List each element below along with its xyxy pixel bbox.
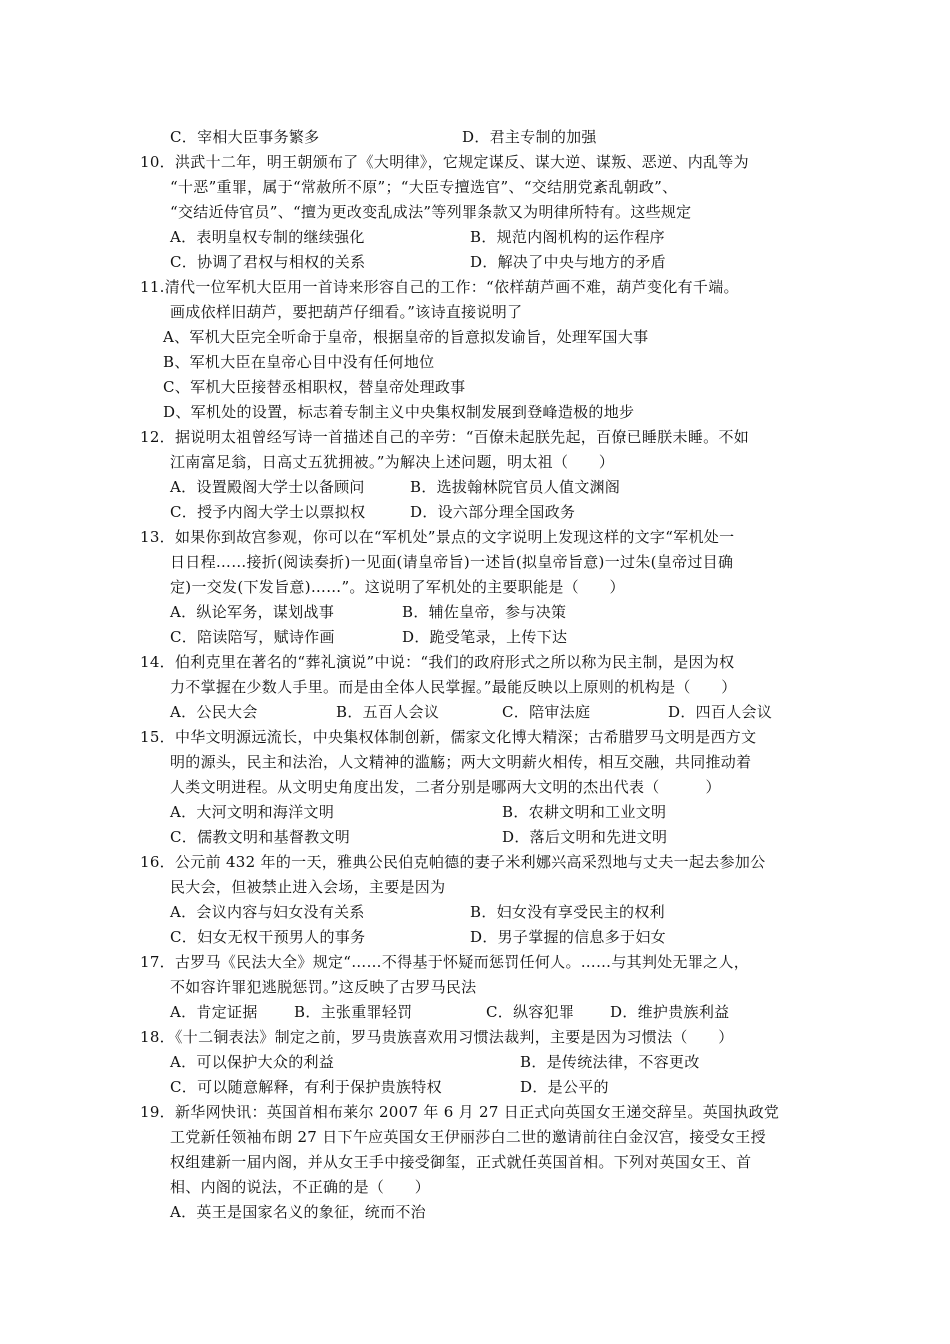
q13-stem-line-2: 日日程……接折(阅读奏折)一见面(请皇帝旨)一述旨(拟皇帝旨意)一过朱(皇帝过目确	[170, 553, 734, 571]
q11-option-b: B、军机大臣在皇帝心目中没有任何地位	[163, 353, 435, 371]
q11-stem-line-1: 11.清代一位军机大臣用一首诗来形容自己的工作：“依样葫芦画不难，葫芦变化有千端。	[140, 278, 739, 296]
q12-option-b: B．选拔翰林院官员人值文渊阁	[410, 478, 621, 496]
q9-option-c: C．宰相大臣事务繁多	[170, 128, 320, 146]
q11-stem-line-2: 画成依样旧葫芦，要把葫芦仔细看。”该诗直接说明了	[170, 303, 523, 321]
q15-option-b: B．农耕文明和工业文明	[502, 803, 667, 821]
q11-option-a: A、军机大臣完全听命于皇帝，根据皇帝的旨意拟发谕旨，处理军国大事	[163, 328, 649, 346]
q19-stem-line-4: 相、内阁的说法，不正确的是（ ）	[170, 1178, 431, 1196]
q18-stem-line-1: 18．《十二铜表法》制定之前，罗马贵族喜欢用习惯法裁判，主要是因为习惯法（ ）	[140, 1028, 734, 1046]
q17-stem-line-1: 17．古罗马《民法大全》规定“……不得基于怀疑而惩罚任何人。……与其判处无罪之人，	[140, 953, 750, 971]
q16-stem-line-2: 民大会，但被禁止进入会场，主要是因为	[170, 878, 446, 896]
q17-stem-line-2: 不如容许罪犯逃脱惩罚。”这反映了古罗马民法	[170, 978, 477, 996]
q19-stem-line-1: 19．新华网快讯：英国首相布莱尔 2007 年 6 月 27 日正式向英国女王递交辞呈。英国执政党	[140, 1103, 780, 1121]
q15-stem-line-2: 明的源头，民主和法治，人文精神的滥觞；两大文明薪火相传，相互交融，共同推动着	[170, 753, 752, 771]
q10-stem-line-1: 10．洪武十二年，明王朝颁布了《大明律》，它规定谋反、谋大逆、谋叛、恶逆、内乱等为	[140, 153, 749, 171]
q16-option-a: A．会议内容与妇女没有关系	[170, 903, 365, 921]
q16-option-c: C．妇女无权干预男人的事务	[170, 928, 366, 946]
q10-option-c: C．协调了君权与相权的关系	[170, 253, 366, 271]
q13-option-c: C．陪读陪写，赋诗作画	[170, 628, 335, 646]
q17-option-a: A．肯定证据	[170, 1003, 258, 1021]
q10-stem-line-2: “十恶”重罪，属于“常赦所不原”；“大臣专擅选官”、“交结朋党紊乱朝政”、	[170, 178, 678, 196]
q10-stem-line-3: “交结近侍官员”、“擅为更改变乱成法”等列罪条款又为明律所特有。这些规定	[170, 203, 692, 221]
q16-option-b: B．妇女没有享受民主的权利	[470, 903, 665, 921]
q18-option-d: D．是公平的	[520, 1078, 609, 1096]
q12-option-d: D．设六部分理全国政务	[410, 503, 576, 521]
q14-option-a: A．公民大会	[170, 703, 258, 721]
q14-stem-line-2: 力不掌握在少数人手里。而是由全体人民掌握。”最能反映以上原则的机构是（ ）	[170, 678, 737, 696]
q11-option-d: D、军机处的设置，标志着专制主义中央集权制发展到登峰造极的地步	[163, 403, 635, 421]
q18-option-b: B．是传统法律，不容更改	[520, 1053, 700, 1071]
q11-option-c: C、军机大臣接替丞相职权，替皇帝处理政事	[163, 378, 466, 396]
q14-stem-line-1: 14．伯利克里在著名的“葬礼演说”中说：“我们的政府形式之所以称为民主制，是因为权	[140, 653, 735, 671]
q13-stem-line-3: 定)一交发(下发旨意)……”。这说明了军机处的主要职能是（ ）	[170, 578, 625, 596]
q15-stem-line-3: 人类文明进程。从文明史角度出发，二者分别是哪两大文明的杰出代表（ ）	[170, 778, 721, 796]
q14-option-c: C．陪审法庭	[502, 703, 591, 721]
q17-option-c: C．纵容犯罪	[486, 1003, 575, 1021]
q13-option-d: D．跪受笔录，上传下达	[402, 628, 568, 646]
q14-option-b: B．五百人会议	[336, 703, 440, 721]
q13-option-a: A．纵论军务，谋划战事	[170, 603, 335, 621]
q12-stem-line-1: 12．据说明太祖曾经写诗一首描述自己的辛劳：“百僚未起朕先起，百僚已睡朕未睡。不如	[140, 428, 750, 446]
q15-option-d: D．落后文明和先进文明	[502, 828, 668, 846]
q10-option-d: D．解决了中央与地方的矛盾	[470, 253, 666, 271]
q12-stem-line-2: 江南富足翁，日高丈五犹拥被。”为解决上述问题，明太祖（ ）	[170, 453, 615, 471]
q16-option-d: D．男子掌握的信息多于妇女	[470, 928, 666, 946]
q12-option-c: C．授予内阁大学士以票拟权	[170, 503, 366, 521]
q18-option-c: C．可以随意解释，有利于保护贵族特权	[170, 1078, 442, 1096]
q15-option-a: A．大河文明和海洋文明	[170, 803, 335, 821]
q13-stem-line-1: 13．如果你到故宫参观，你可以在“军机处”景点的文字说明上发现这样的文字“军机处一	[140, 528, 735, 546]
q18-option-a: A．可以保护大众的利益	[170, 1053, 335, 1071]
q17-option-b: B．主张重罪轻罚	[294, 1003, 413, 1021]
q19-stem-line-2: 工党新任领袖布朗 27 日下午应英国女王伊丽莎白二世的邀请前往白金汉宫，接受女王授	[170, 1128, 766, 1146]
q14-option-d: D．四百人会议	[668, 703, 773, 721]
q10-option-a: A．表明皇权专制的继续强化	[170, 228, 365, 246]
q15-stem-line-1: 15．中华文明源远流长，中央集权体制创新，儒家文化博大精深；古希腊罗马文明是西方文	[140, 728, 757, 746]
q13-option-b: B．辅佐皇帝，参与决策	[402, 603, 567, 621]
q16-stem-line-1: 16．公元前 432 年的一天，雅典公民伯克帕德的妻子米利娜兴高采烈地与丈夫一起去参加公	[140, 853, 766, 871]
q15-option-c: C．儒教文明和基督教文明	[170, 828, 351, 846]
q19-option-a: A．英王是国家名义的象征，统而不治	[170, 1203, 426, 1221]
q17-option-d: D．维护贵族利益	[610, 1003, 730, 1021]
q10-option-b: B．规范内阁机构的运作程序	[470, 228, 665, 246]
q19-stem-line-3: 权组建新一届内阁，并从女王手中接受御玺，正式就任英国首相。下列对英国女王、首	[170, 1153, 752, 1171]
q12-option-a: A．设置殿阁大学士以备顾问	[170, 478, 365, 496]
q9-option-d: D．君主专制的加强	[462, 128, 597, 146]
